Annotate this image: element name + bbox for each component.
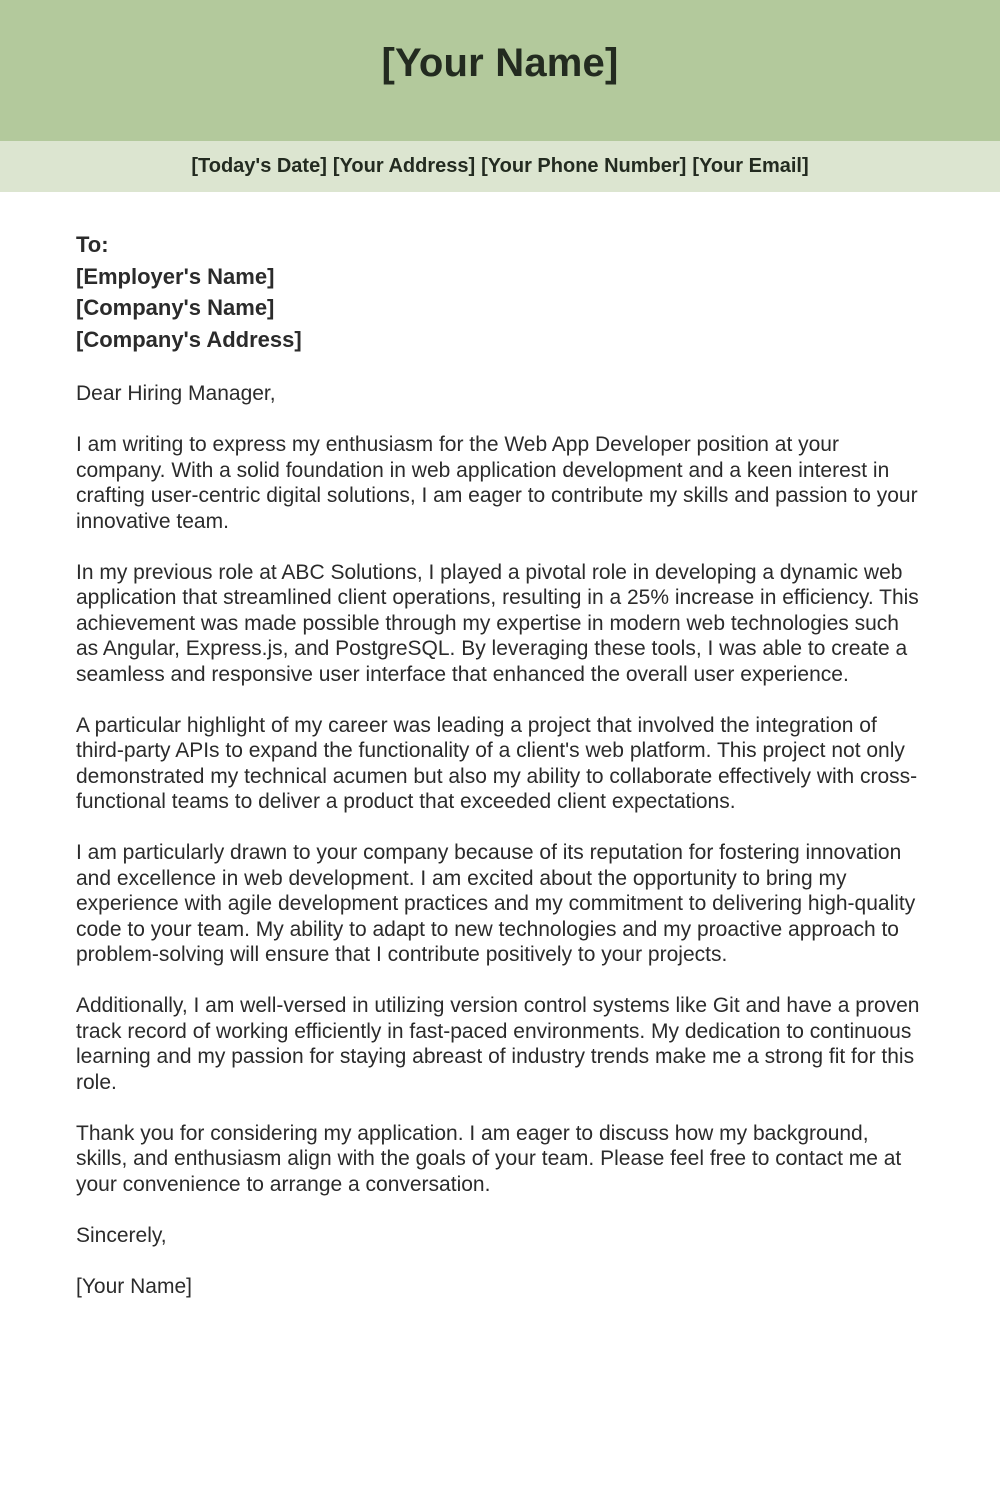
recipient-label: To: xyxy=(76,232,109,257)
email-field: [Your Email] xyxy=(692,155,809,177)
closing: Sincerely, xyxy=(76,1223,167,1247)
paragraph-thank-you: Thank you for considering my application. I am eager to discuss how my background, skills, and enthusiasm align with the goals of your team. Please feel free to contact me at your convenience to arrange a conversation. xyxy=(76,1121,902,1196)
recipient-block xyxy=(76,229,924,355)
salutation: Dear Hiring Manager, xyxy=(76,382,276,405)
employer-name: [Employer's Name] xyxy=(76,263,275,289)
paragraph-intro: I am writing to express my enthusiasm for the Web App Developer position at your company. With a solid foundation in web application development and a keen interest in crafting user-centric digital solutions, I am eager to contribute my skills and passion to your innovative team. xyxy=(76,433,918,533)
letter-header xyxy=(0,0,1000,141)
sender-name-heading: [Your Name] xyxy=(381,41,619,85)
date-field: [Today's Date] xyxy=(191,155,327,177)
paragraph-company-interest: I am particularly drawn to your company because of its reputation for fostering innovation and excellence in web development. I am excited about the opportunity to bring my experience with agile development practices and my commitment to delivering high-quality code to your team. My ability to adapt to new technologies and my proactive approach to problem-solving will ensure that I contribute positively to your projects. xyxy=(76,841,916,966)
paragraph-additional-skills: Additionally, I am well-versed in utilizing version control systems like Git and have a proven track record of working efficiently in fast-paced environments. My dedication to continuous learning and my passion for staying abreast of industry trends make me a strong fit for this role. xyxy=(76,994,920,1094)
phone-field: [Your Phone Number] xyxy=(481,155,687,177)
company-address: [Company's Address] xyxy=(76,326,302,352)
company-name: [Company's Name] xyxy=(76,295,275,320)
paragraph-previous-role: In my previous role at ABC Solutions, I played a pivotal role in developing a dynamic web application that streamlined client operations, resulting in a 25% increase in efficiency. This achievement was made possible through my expertise in modern web technologies such as Angular, Express.js, and PostgreSQL. By leveraging these tools, I was able to create a seamless and responsive user interface that enhanced the overall user experience. xyxy=(76,560,919,686)
letter-body xyxy=(0,192,1000,1299)
address-field: [Your Address] xyxy=(332,155,476,177)
paragraph-career-highlight: A particular highlight of my career was leading a project that involved the integration of third-party APIs to expand the functionality of a client's web platform. This project not only demonstrated my technical acumen but also my ability to collaborate effectively with cross-functional teams to deliver a product that exceeded client expectations. xyxy=(76,713,918,813)
signature: [Your Name] xyxy=(76,1274,192,1298)
contact-info-bar xyxy=(0,141,1000,192)
